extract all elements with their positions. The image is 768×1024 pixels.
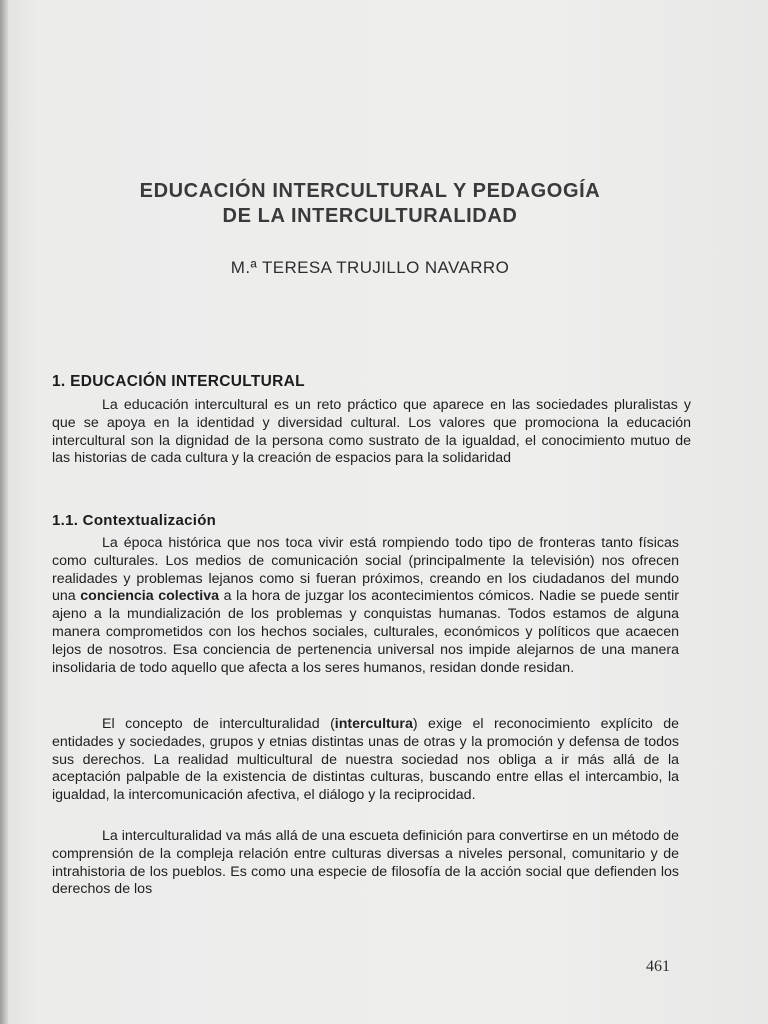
body-paragraph bbox=[52, 716, 679, 805]
page-number: 461 bbox=[646, 958, 670, 975]
paragraph-text: a la hora de juzgar los acontecimientos cómicos. Nadie se puede sentir ajeno a la mundialización de los problemas y conquistas humanas. Todos estamos de alguna manera comprometidos con los hechos sociales, culturales, económicos y políticos que acaecen lejos de nosotros. Esa conciencia de pertenencia universal nos impide alejarnos de una manera insolidaria de todo aquello que afecta a los seres humanos, residan donde residan. bbox=[52, 588, 679, 676]
emphasis-text: intercultura bbox=[334, 716, 413, 732]
paragraph-text: El concepto de interculturalidad ( bbox=[102, 716, 335, 732]
body-paragraph bbox=[52, 535, 679, 677]
section-paragraph: La educación intercultural es un reto práctico que aparece en las sociedades pluralistas y que se apoya en la identidad y diversidad cultural. Los valores que promociona la educación intercultural son la dignidad de la persona como sustrato de la igualdad, el conocimiento mutuo de las historias de cada cultura y la creación de espacios para la solidaridad bbox=[52, 397, 691, 467]
body-paragraph: La interculturalidad va más allá de una escueta definición para convertirse en un método de comprensión de la compleja relación entre culturas diversas a niveles personal, comunitario y de intrahistoria de los pueblos. Es como una especie de filosofía de la acción social que defienden los derechos de los bbox=[52, 828, 679, 898]
paragraph-text: ) exige el reconocimiento explícito de entidades y sociedades, grupos y etnias distintas unas de otras y la promoción y defensa de todos sus derechos. La realidad multicultural de nuestra sociedad nos obliga a ir más allá de la aceptación palpable de la existencia de distintas culturas, buscando entre ellas el intercambio, la igualdad, la intercomunicación afectiva, el diálogo y la reciprocidad. bbox=[52, 716, 679, 804]
emphasis-text: conciencia colectiva bbox=[80, 588, 219, 605]
section-heading: 1. EDUCACIÓN INTERCULTURAL bbox=[52, 373, 305, 390]
document-title-line-2: DE LA INTERCULTURALIDAD bbox=[222, 205, 518, 227]
subsection-heading: 1.1. Contextualización bbox=[52, 512, 217, 529]
document-title-line-1: EDUCACIÓN INTERCULTURAL Y PEDAGOGÍA bbox=[139, 180, 601, 202]
author-name: M.ª TERESA TRUJILLO NAVARRO bbox=[230, 258, 510, 277]
paragraph-text: La época histórica que nos toca vivir está rompiendo todo tipo de fronteras tanto físicas como culturales. Los medios de comunicación social (principalmente la televisión) nos ofrecen realidades y problemas lejanos como si fueran próximos, creando en los ciudadanos del mundo una bbox=[52, 535, 679, 605]
